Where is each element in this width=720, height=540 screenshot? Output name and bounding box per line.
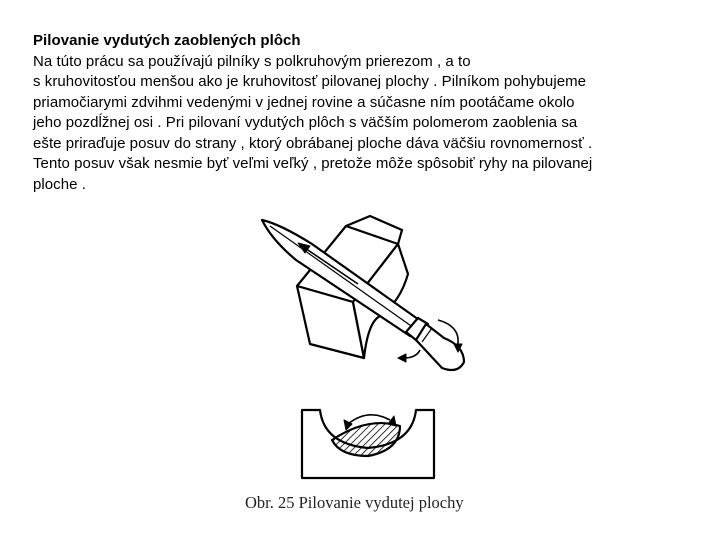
paragraph-line: Na túto prácu sa používajú pilníky s polkruhovým prierezom , a to: [33, 52, 471, 70]
paragraph-line: s kruhovitosťou menšou ako je kruhovitosť pilovanej plochy . Pilníkom pohybujeme: [33, 73, 587, 90]
paragraph-line: Tento posuv však nesmie byť veľmi veľký , pretože môže spôsobiť ryhy na pilovanej: [33, 155, 593, 172]
document-text: [33, 31, 683, 195]
document-title: Pilovanie vydutých zaoblených plôch: [33, 32, 301, 49]
filing-illustration: [250, 212, 480, 492]
paragraph-line: ešte priraďuje posuv do strany , ktorý obrábanej ploche dáva väčšiu rovnomernosť .: [33, 134, 593, 152]
paragraph-line: jeho pozdĺžnej osi . Pri pilovaní vydutých plôch s väčším polomerom zaoblenia sa: [33, 114, 578, 131]
paragraph-line: priamočiarymi zdvihmi vedenými v jednej rovine a súčasne ním pootáčame okolo: [33, 93, 575, 111]
cross-section: [302, 410, 434, 478]
figure-caption: Obr. 25 Pilovanie vydutej plochy: [245, 493, 464, 512]
paragraph-line: ploche .: [33, 175, 86, 193]
